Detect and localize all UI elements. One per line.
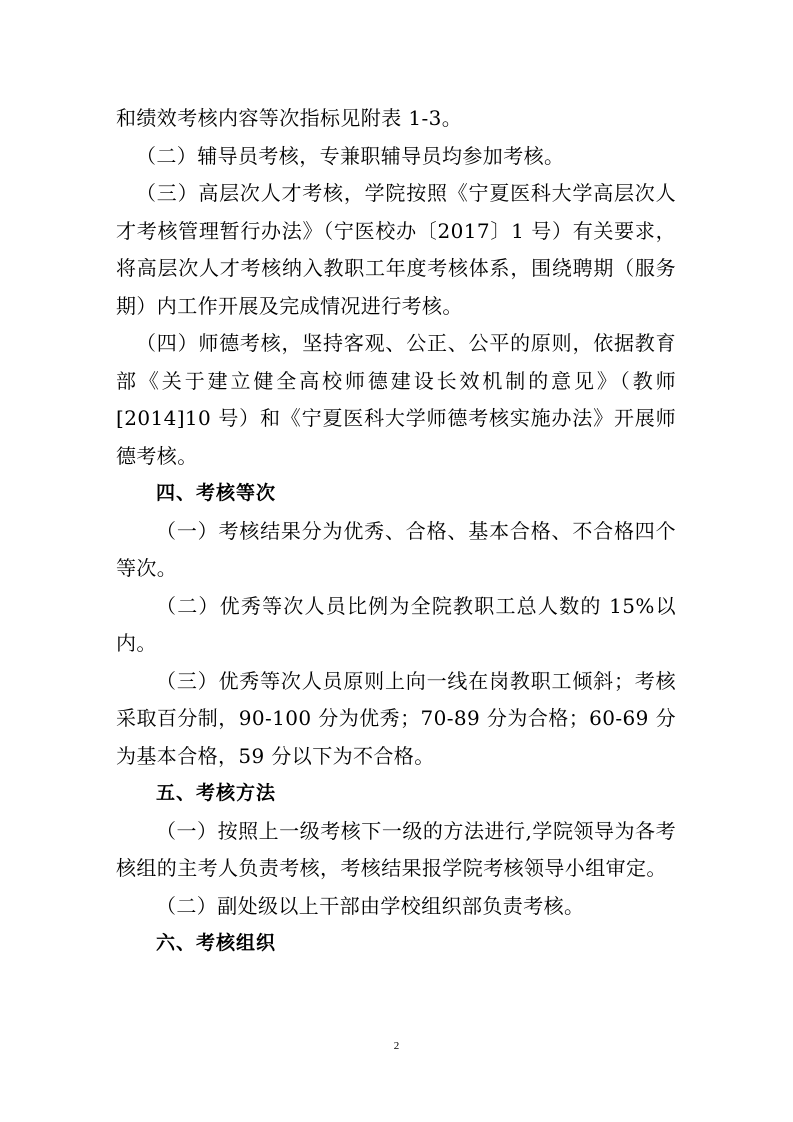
paragraph-scoring: （三）优秀等次人员原则上向一线在岗教职工倾斜；考核采取百分制，90-100 分为优秀；70-89 分为合格；60-69 分为基本合格，59 分以下为不合格。	[116, 668, 676, 768]
section-heading-grades: 四、考核等次	[156, 482, 277, 504]
paragraph-method-hierarchy: （一）按照上一级考核下一级的方法进行,学院领导为各考核组的主考人负责考核，考核结果报学院考核领导小组审定。	[116, 818, 676, 880]
paragraph-excellent-ratio: （二）优秀等次人员比例为全院教职工总人数的 15%以内。	[116, 593, 676, 655]
paragraph-counselor-assessment: （二）辅导员考核，专兼职辅导员均参加考核。	[136, 143, 565, 168]
section-heading-methods: 五、考核方法	[156, 782, 277, 804]
section-heading-organization: 六、考核组织	[156, 932, 277, 954]
page-number: 2	[393, 1040, 400, 1052]
paragraph-talent-assessment: （三）高层次人才考核，学院按照《宁夏医科大学高层次人才考核管理暂行办法》（宁医校办〔2017〕1 号）有关要求，将高层次人才考核纳入教职工年度考核体系，围绕聘期（服务期）内工作开展及完成情况进行考核。	[116, 181, 676, 318]
paragraph-ethics-assessment: （四）师德考核，坚持客观、公正、公平的原则，依据教育部《关于建立健全高校师德建设长效机制的意见》（教师[2014]10 号）和《宁夏医科大学师德考核实施办法》开展师德考核。	[116, 331, 676, 468]
paragraph-grade-levels: （一）考核结果分为优秀、合格、基本合格、不合格四个等次。	[116, 518, 676, 580]
paragraph-method-cadres: （二）副处级以上干部由学校组织部负责考核。	[156, 893, 585, 918]
document-body	[116, 100, 676, 963]
paragraph-appendix-note: 和绩效考核内容等次指标见附表 1-3。	[116, 106, 463, 130]
